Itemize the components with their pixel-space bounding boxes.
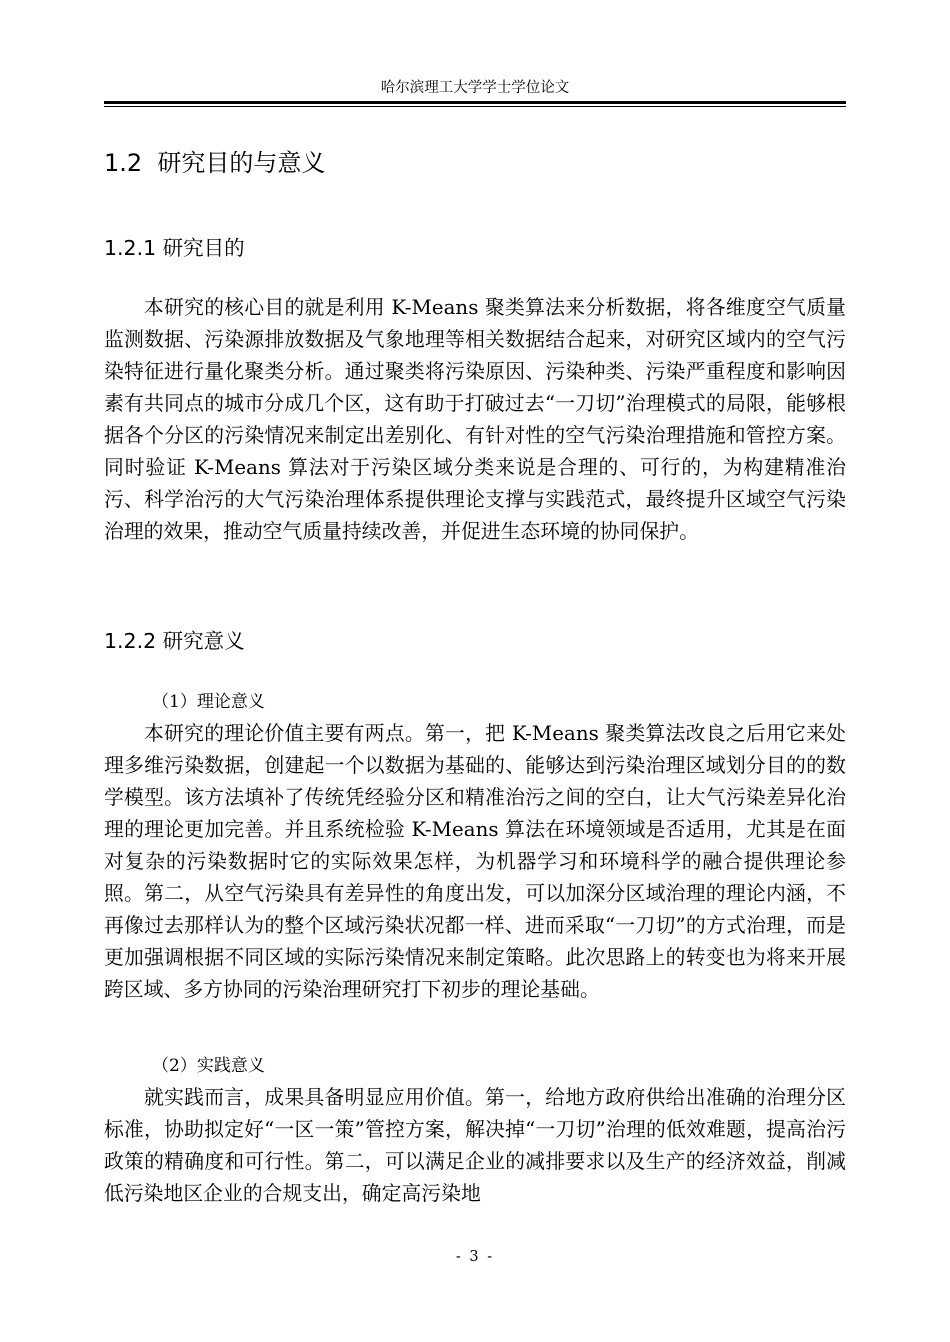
subsection-heading-purpose: 1.2.1 研究目的 (104, 236, 245, 260)
section-heading: 1.2 研究目的与意义 (104, 149, 326, 177)
subsection-heading-significance: 1.2.2 研究意义 (104, 629, 245, 653)
page-number: - 3 - (455, 1249, 495, 1265)
practice-paragraph: 就实践而言，成果具备明显应用价值。第一，给地方政府供给出准确的治理分区标准，协助拟定好“一区一策”管控方案，解决掉“一刀切”治理的低效难题，提高治污政策的精确度和可行性。第二，可以满足企业的减排要求以及生产的经济效益，削减低污染地区企业的合规支出，确定高污染地 (104, 1086, 846, 1205)
theory-label: （1）理论意义 (152, 692, 265, 712)
theory-paragraph: 本研究的理论价值主要有两点。第一，把 K-Means 聚类算法改良之后用它来处理多维污染数据，创建起一个以数据为基础的、能够达到污染治理区域划分目的的数学模型。该方法填补了传统凭经验分区和精准治污之间的空白，让大气污染差异化治理的理论更加完善。并且系统检验 K-Means 算法在环境领域是否适用，尤其是在面对复杂的污染数据时它的实际效果怎样，为机器学习和环境科学的融合提供理论参照。第二，从空气污染具有差异性的角度出发，可以加深分区域治理的理论内涵，不再像过去那样认为的整个区域污染状况都一样、进而采取“一刀切”的方式治理，而是更加强调根据不同区域的实际污染情况来制定策略。此次思路上的转变也为将来开展跨区域、多方协同的污染治理研究打下初步的理论基础。 (104, 722, 846, 1001)
running-header: 哈尔滨理工大学学士学位论文 (380, 80, 570, 96)
header-rule-thick (104, 101, 846, 104)
purpose-paragraph: 本研究的核心目的就是利用 K-Means 聚类算法来分析数据，将各维度空气质量监测数据、污染源排放数据及气象地理等相关数据结合起来，对研究区域内的空气污染特征进行量化聚类分析。通过聚类将污染原因、污染种类、污染严重程度和影响因素有共同点的城市分成几个区，这有助于打破过去“一刀切”治理模式的局限，能够根据各个分区的污染情况来制定出差别化、有针对性的空气污染治理措施和管控方案。同时验证 K-Means 算法对于污染区域分类来说是合理的、可行的，为构建精准治污、科学治污的大气污染治理体系提供理论支撑与实践范式，最终提升区域空气污染治理的效果，推动空气质量持续改善，并促进生态环境的协同保护。 (104, 296, 846, 543)
header-rule-thin (104, 106, 846, 107)
practice-label: （2）实践意义 (152, 1056, 265, 1076)
